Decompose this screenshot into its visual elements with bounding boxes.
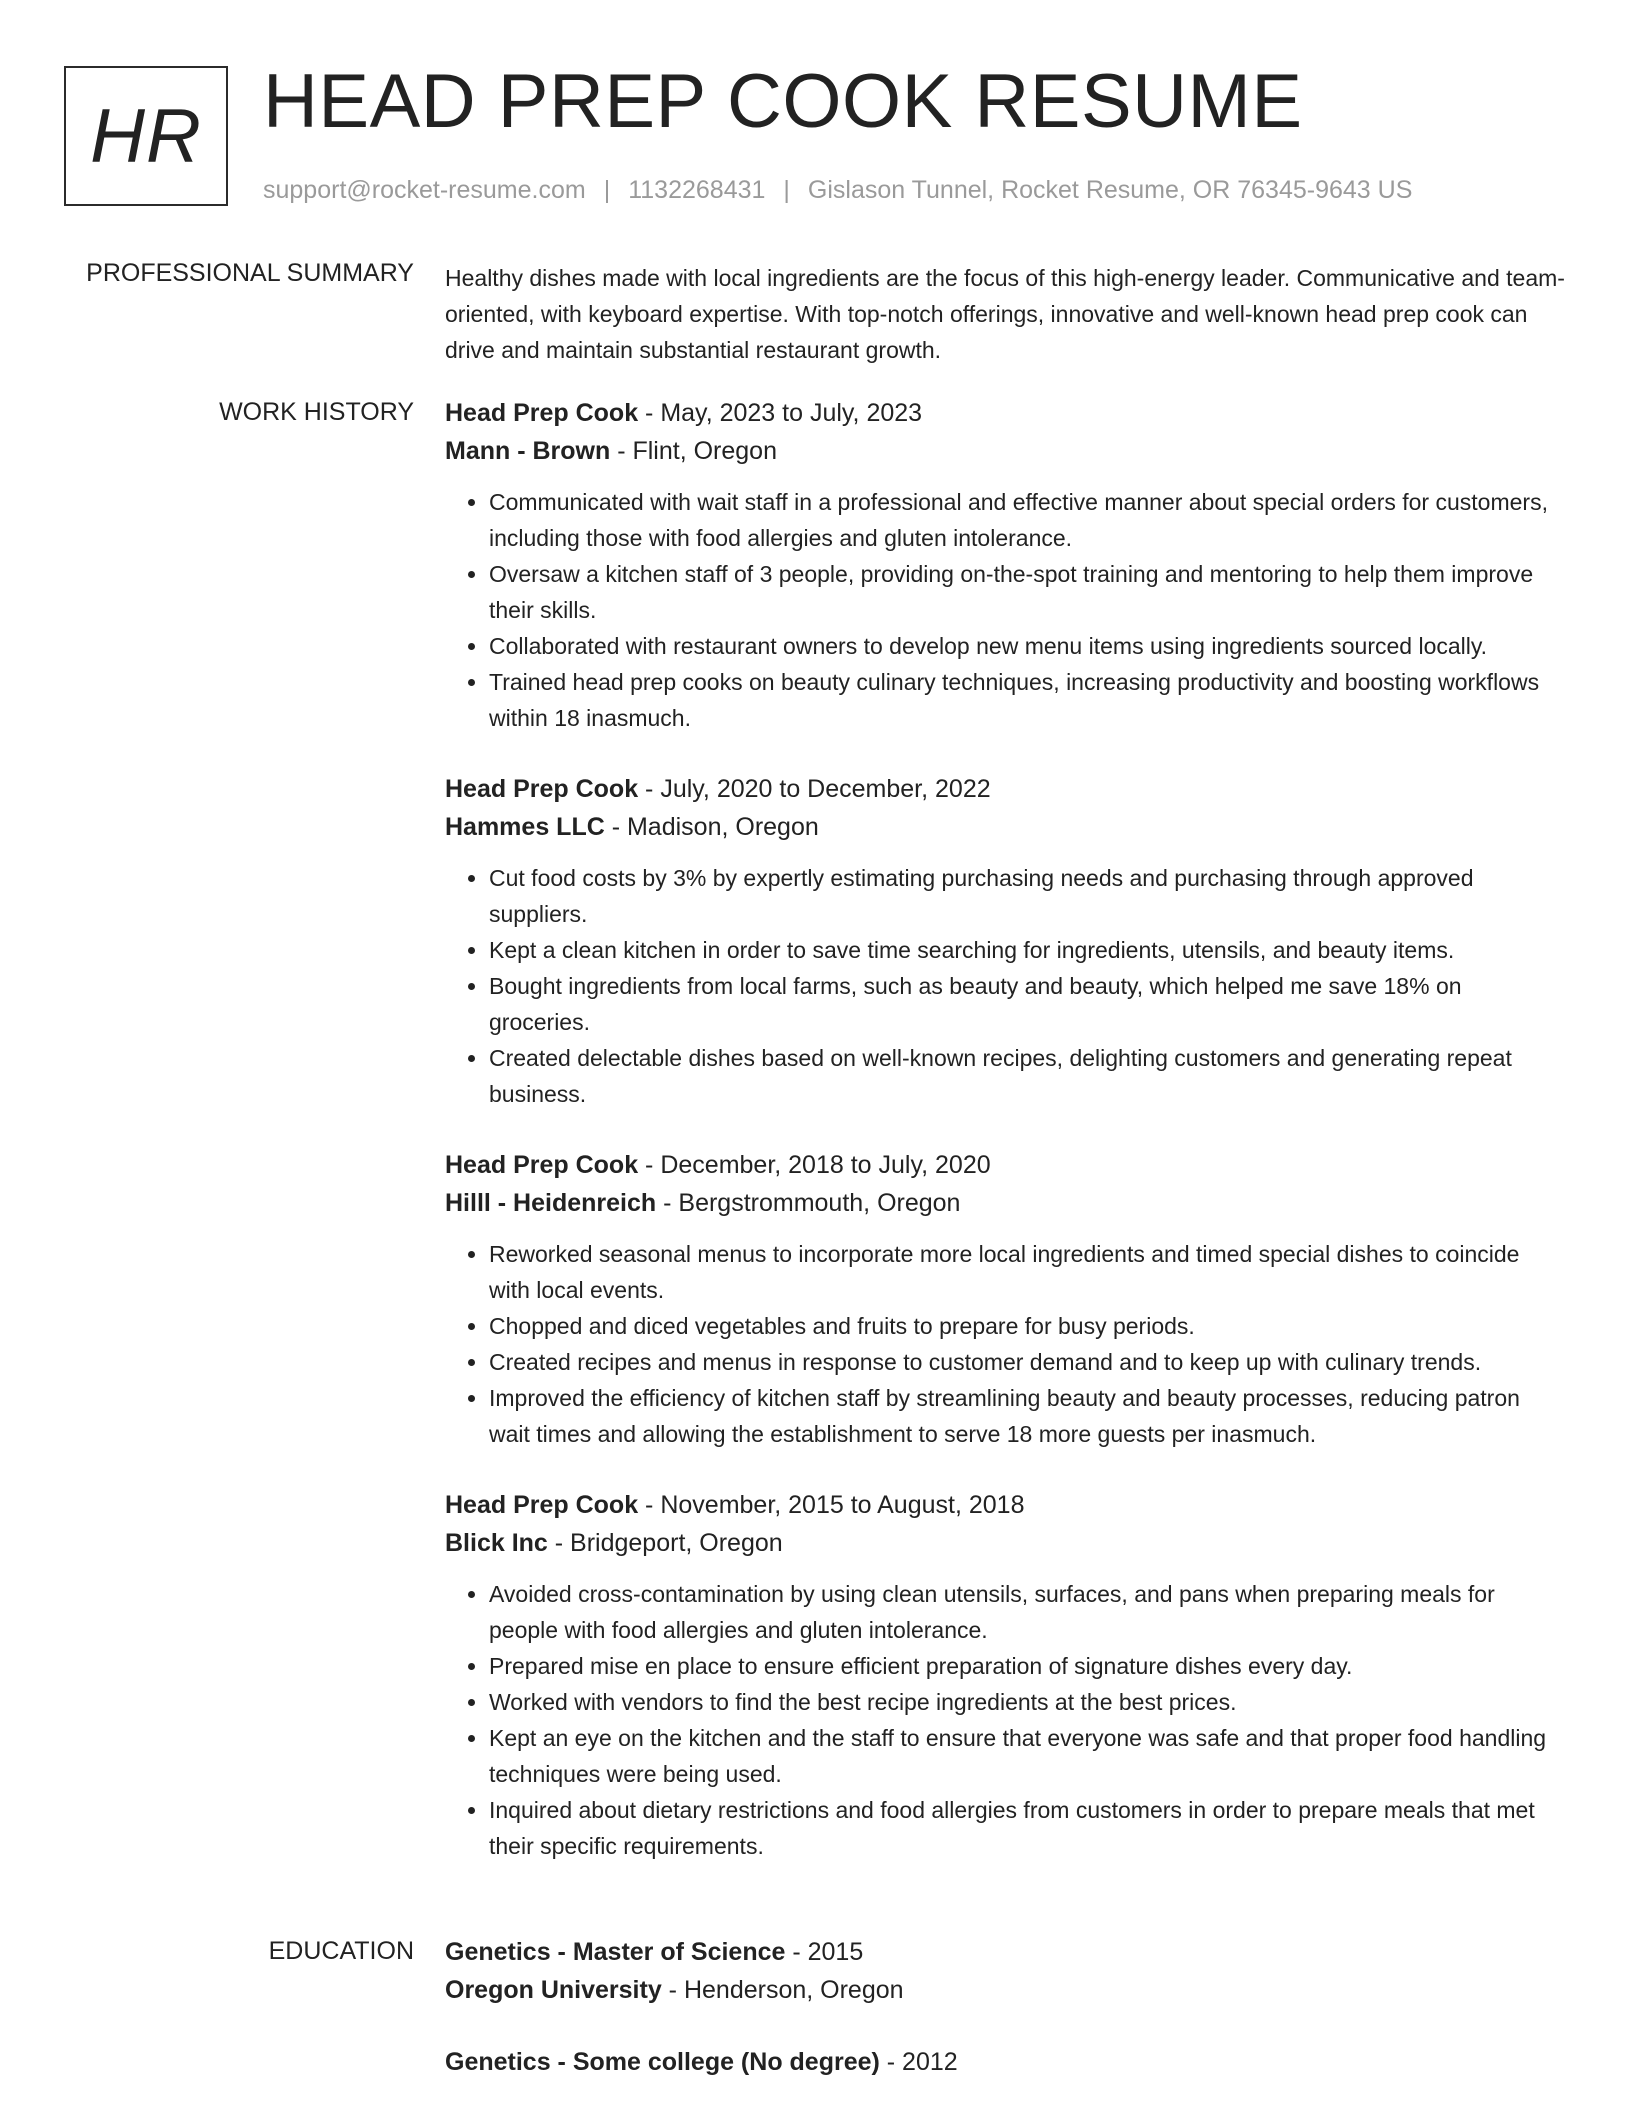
job-bullet: • Communicated with wait staff in a professional and effective manner about special orders for customers, including those with food allergies and gluten intolerance.: [489, 484, 1565, 556]
page-title: HEAD PREP COOK RESUME: [263, 59, 1303, 144]
education-school-line: [445, 1971, 1565, 2009]
education-entry: [445, 1933, 1565, 2009]
education-year: - 2015: [785, 1938, 864, 1966]
job-bullet: • Created delectable dishes based on well-known recipes, delighting customers and generating repeat business.: [489, 1040, 1565, 1112]
job-entry: [445, 770, 1565, 1112]
education-label: EDUCATION: [268, 1937, 414, 1965]
contact-separator: |: [603, 176, 611, 204]
job-dates: - December, 2018 to July, 2020: [638, 1151, 991, 1179]
job-bullet: • Avoided cross-contamination by using clean utensils, surfaces, and pans when preparing meals for people with food allergies and gluten intolerance.: [489, 1576, 1565, 1648]
job-dates: - May, 2023 to July, 2023: [638, 399, 923, 427]
job-bullet: • Oversaw a kitchen staff of 3 people, providing on-the-spot training and mentoring to help them improve their skills.: [489, 556, 1565, 628]
job-title: Head Prep Cook: [445, 1151, 639, 1179]
job-location: - Bergstrommouth, Oregon: [656, 1189, 961, 1217]
job-company-line: [445, 1184, 1565, 1222]
job-dates: - November, 2015 to August, 2018: [638, 1491, 1025, 1519]
job-entry: [445, 394, 1565, 736]
job-dates: - July, 2020 to December, 2022: [638, 775, 991, 803]
job-bullet: • Inquired about dietary restrictions and food allergies from customers in order to prepare meals that met their specific requirements.: [489, 1792, 1565, 1864]
job-title-line: [445, 394, 1565, 432]
contact-phone: 1132268431: [628, 176, 766, 204]
job-title-line: [445, 770, 1565, 808]
job-bullet: • Chopped and diced vegetables and fruits to prepare for busy periods.: [489, 1308, 1565, 1344]
job-company: Hammes LLC: [445, 813, 605, 841]
contact-address: Gislason Tunnel, Rocket Resume, OR 76345-9643 US: [807, 176, 1413, 204]
job-title-line: [445, 1486, 1565, 1524]
job-location: - Madison, Oregon: [604, 813, 819, 841]
job-bullet: • Trained head prep cooks on beauty culinary techniques, increasing productivity and boosting workflows within 18 inasmuch.: [489, 664, 1565, 736]
job-company-line: [445, 432, 1565, 470]
job-company: Blick Inc: [445, 1529, 548, 1557]
job-bullet: • Created recipes and menus in response to customer demand and to keep up with culinary trends.: [489, 1344, 1565, 1380]
job-company-line: [445, 1524, 1565, 1562]
job-bullet: • Prepared mise en place to ensure efficient preparation of signature dishes every day.: [489, 1648, 1565, 1684]
job-bullet: • Bought ingredients from local farms, such as beauty and beauty, which helped me save 18% on groceries.: [489, 968, 1565, 1040]
job-bullet: • Cut food costs by 3% by expertly estimating purchasing needs and purchasing through approved suppliers.: [489, 860, 1565, 932]
education-location: - Henderson, Oregon: [661, 1976, 904, 2004]
job-location: - Bridgeport, Oregon: [547, 1529, 783, 1557]
education-school: Oregon University: [445, 1976, 662, 2004]
job-location: - Flint, Oregon: [610, 437, 777, 465]
job-entry: [445, 1146, 1565, 1452]
job-bullet: • Worked with vendors to find the best recipe ingredients at the best prices.: [489, 1684, 1565, 1720]
education-degree: Genetics - Master of Science: [445, 1938, 786, 1966]
job-bullet: • Collaborated with restaurant owners to develop new menu items using ingredients sourced locally.: [489, 628, 1565, 664]
education-degree-line: [445, 2043, 1565, 2081]
job-company: Mann - Brown: [445, 437, 611, 465]
job-company-line: [445, 808, 1565, 846]
job-company: Hilll - Heidenreich: [445, 1189, 657, 1217]
contact-info: [263, 176, 1412, 205]
work-history-label: WORK HISTORY: [219, 398, 414, 426]
job-title-line: [445, 1146, 1565, 1184]
monogram-initials: HR: [64, 66, 228, 206]
education-degree: Genetics - Some college (No degree): [445, 2048, 880, 2076]
job-entry: [445, 1486, 1565, 1864]
education-year: - 2012: [879, 2048, 958, 2076]
education-degree-line: [445, 1933, 1565, 1971]
job-bullet: • Reworked seasonal menus to incorporate more local ingredients and timed special dishes to coincide with local events.: [489, 1236, 1565, 1308]
job-title: Head Prep Cook: [445, 1491, 639, 1519]
job-bullets: [445, 860, 1565, 1112]
job-bullet: • Kept a clean kitchen in order to save time searching for ingredients, utensils, and beauty items.: [489, 932, 1565, 968]
job-bullet: • Kept an eye on the kitchen and the staff to ensure that everyone was safe and that proper food handling techniques were being used.: [489, 1720, 1565, 1792]
summary-text: Healthy dishes made with local ingredients are the focus of this high-energy leader. Communicative and team-oriented, with keyboard expertise. With top-notch offerings, innovative and well-known head prep cook can drive and maintain substantial restaurant growth.: [445, 265, 1565, 363]
job-title: Head Prep Cook: [445, 399, 639, 427]
job-bullets: [445, 1236, 1565, 1452]
contact-separator: |: [783, 176, 790, 204]
job-bullets: [445, 484, 1565, 736]
job-title: Head Prep Cook: [445, 775, 639, 803]
job-bullet: • Improved the efficiency of kitchen staff by streamlining beauty and beauty processes, reducing patron wait times and allowing the establishment to serve 18 more guests per inasmuch.: [489, 1380, 1565, 1452]
job-bullets: [445, 1576, 1565, 1864]
education-entry: [445, 2043, 1565, 2081]
contact-email: support@rocket-resume.com: [263, 176, 586, 204]
summary-label: PROFESSIONAL SUMMARY: [86, 259, 414, 287]
